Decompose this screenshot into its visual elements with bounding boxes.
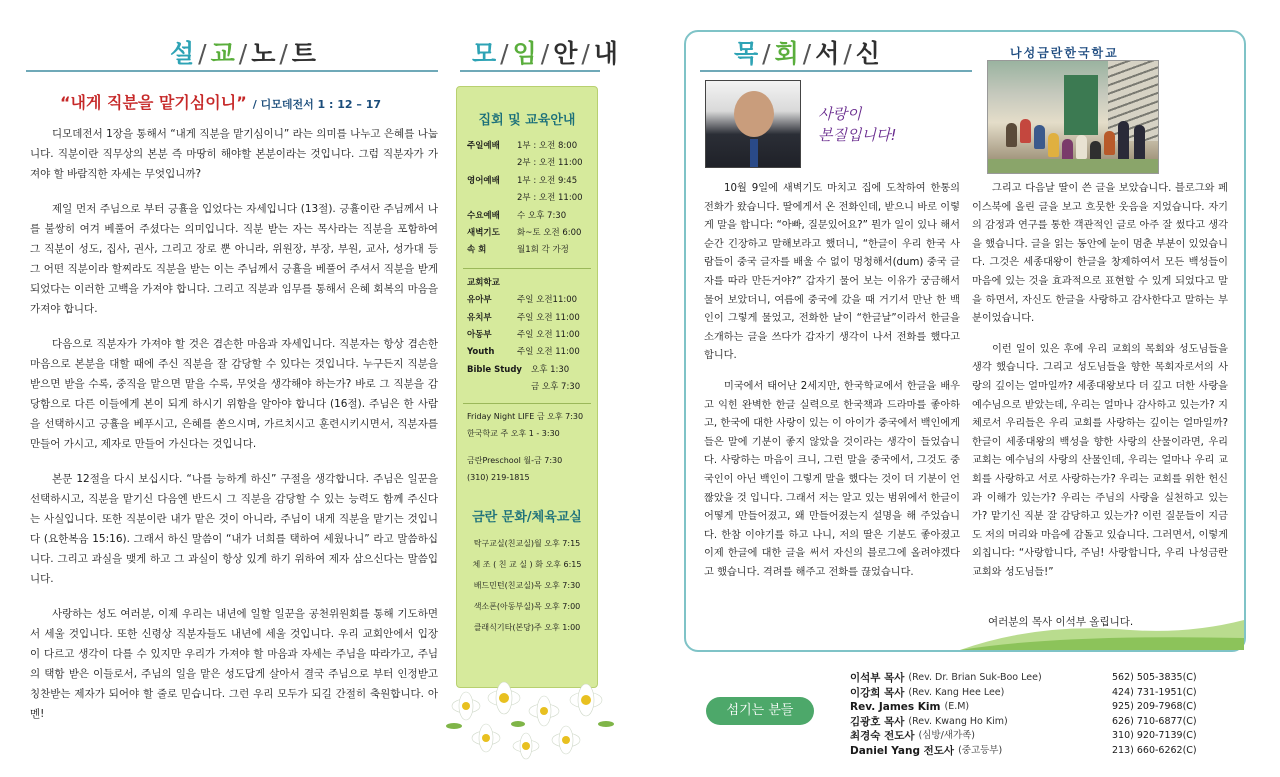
schedule-value: 2부 : 오전 11:00 — [517, 158, 583, 169]
culture-class-item: 클래식기타(본당)주 오후 1:00 — [473, 622, 581, 632]
person — [1076, 135, 1087, 159]
schedule-value: 월1회 각 가정 — [517, 245, 569, 256]
person — [1034, 125, 1045, 149]
staff-row — [850, 715, 1230, 730]
staff-label-button: 섬기는 분들 — [706, 697, 814, 725]
meeting-guide-heading: 모 / 임 / 안 / 내 — [472, 39, 619, 68]
heading-char: 목 — [734, 39, 760, 68]
sermon-title: “내게 직분을 맡기심이니” — [60, 93, 247, 112]
quote-line: 사랑이 — [818, 105, 862, 123]
letter-right-column — [972, 180, 1228, 594]
letter-paragraph: 미국에서 태어난 2세지만, 한국학교에서 한글을 배우고 익힌 완벽한 한글 실력으로 한국책과 드라마를 좋아하고, 한국에 대한 사랑이 있는 이 아이가 중국에서 백인에게 들은 말에 기분이 좋지 않았을 것이라는 생각이 들었습니다. 사랑하는 마음이 크니, 그런 말을 중국에서, 그것도 중국인이 아닌 백인이 그렇게 말을 했다는 것이 더 기분이 언짢았을 것 입니다. 그래서 저는 알고 있는 범위에서 한글이 어떻게 만들어졌고, 왜 만들어졌는지 설명을 해 주었습니다. 한참 이야기를 하고 나니, 저의 딸은 기분도 좋아졌고 이제 한글에 대한 글을 써서 자신의 블로그에 올려야겠다고 했습니다. 격려를 해주고 전화를 끊었습니다. — [704, 380, 960, 578]
schedule-row — [467, 344, 597, 361]
preschool-time: 금란Preschool 월-금 7:30 — [467, 455, 563, 465]
heading-char: 모 — [472, 39, 498, 68]
schedule-row — [467, 155, 597, 172]
meeting-box-title: 집회 및 교육안내 — [478, 113, 576, 128]
pastor-quote — [818, 104, 896, 146]
sermon-paragraph: 본문 12절을 다시 보십시다. “나를 능하게 하신” 구절을 생각합니다. 주님은 일꾼을 선택하시고, 직분을 맡기신 다음엔 반드시 그 직분을 감당할 수 있는 능력도 함께 주신다는 사실입니다. 또한 직분이란 내가 맡은 것이 아니라, 주님이 내게 직분을 맡기는 것입니다 (요한복음 15:16). 그래서 하신 말씀이 “내가 너희를 택하여 세웠나니” 라고 말씀하십니다. 그리고 과실을 맺게 하고 그 과실이 항상 있게 하기 위하여 제자 삼으신다는 말씀입니다. — [30, 473, 438, 585]
pastoral-heading-rule — [700, 70, 972, 72]
heading-char: 서 — [815, 39, 841, 68]
schedule-value: 화~토 오전 6:00 — [517, 228, 582, 239]
staff-phone: 562) 505-3835(C) — [1112, 672, 1197, 683]
korean-school-time: 한국학교 주 오후 1 - 3:30 — [467, 428, 560, 438]
schedule-row — [467, 242, 597, 259]
pastor-signature: 여러분의 목사 이석부 올립니다. — [988, 616, 1134, 628]
staff-row — [850, 700, 1230, 715]
schedule-value: 주일 오전11:00 — [517, 295, 578, 306]
worship-schedule — [457, 138, 597, 260]
schedule-key: 아동부 — [467, 330, 492, 341]
schedule-key: Youth — [467, 347, 495, 358]
schedule-key: 유치부 — [467, 312, 492, 323]
person — [1006, 123, 1017, 147]
heading-char: 트 — [291, 39, 317, 68]
person — [1104, 131, 1115, 155]
meeting-info-box — [456, 86, 598, 688]
schedule-value: 1부 : 오전 8:00 — [517, 141, 578, 151]
schedule-key: 주일예배 — [467, 141, 500, 151]
sermon-paragraph: 제일 먼저 주님으로 부터 긍휼을 입었다는 자세입니다 (13절). 긍휼이란 주님께서 나를 불쌍히 여겨 베풀어 주셨다는 의미입니다. 직분 받는 자는 목사라는 직분을 포함하여 그 직분이 성도, 집사, 권사, 그리고 장로 뿐 아니라, 위원장, 부장, 부원, 교사, 성가대 등 그 어떤 직분이라 할찌라도 직분을 받는 이는 주님께서 긍휼을 베풀어 주셔서 직분을 받게 되었다는 이러한 고백을 가져야 합니다. 그리고 직분과 임무를 통해서 은혜 회복의 마음을 가져야 합니다. — [30, 203, 438, 315]
schedule-row — [467, 208, 597, 225]
letter-left-column — [704, 180, 960, 594]
schedule-row — [467, 190, 597, 207]
korean-school-group-photo — [987, 60, 1159, 174]
schedule-row — [467, 138, 597, 155]
staff-row — [850, 744, 1230, 759]
schedule-value: 수 오후 7:30 — [517, 210, 567, 221]
school-label: 교회학교 — [467, 277, 500, 288]
sermon-paragraph: 사랑하는 성도 여러분, 이제 우리는 내년에 일할 일꾼을 공천위원회를 통해 기도하면서 세울 것입니다. 또한 신령상 직분자들도 내년에 세울 것입니다. 우리 교회안에서 입장이 다르고 생각이 다를 수 있지만 우리가 가져야 할 마음과 자세는 주님을 따라가고, 주님의 택함 받은 이들로서, 주님의 일을 맡은 성도답게 살아서 결국 주님으로 부터 인정받고 칭찬받는 제자가 되어야 할 줄로 믿습니다. 그런 우리 모두가 되길 간절히 축원합니다. 아멘! — [30, 608, 438, 720]
schedule-key: 수요예배 — [467, 210, 500, 221]
korean-school-title: 나성금란한국학교 — [1010, 46, 1119, 60]
culture-class-item: 색소폰(아동부실)목 오후 7:00 — [473, 601, 581, 611]
divider — [463, 403, 591, 404]
person — [1048, 133, 1059, 157]
heading-char: 신 — [855, 39, 881, 68]
schedule-key: 유아부 — [467, 295, 492, 306]
schedule-row — [467, 327, 597, 344]
building-sign — [1064, 75, 1098, 135]
letter-paragraph: 10월 9일에 새벽기도 마치고 집에 도착하여 한통의 전화가 왔습니다. 딸에게서 온 전화인데, 받으니 바로 이렇게 말을 합니다: “아빠, 질문있어요?” 뭔가 일이 있나 해서 순간 긴장하고 말해보라고 했더니, “한글이 우리 한국 사람들이 중국 글자를 배울 수 없이 멍청해서(dum) 중국 글자를 따라 만든거야?” 갑자기 물어 보는 이유가 궁금해서 물어 보았더니, 여름에 중국에 갔을 때 거기서 만난 한 백인이 그렇게 물었고, 전화한 날이 “한글날”이라서 한글을 소개하는 글을 쓰다가 갑자기 생각이 나서 전화를 했다고 합니다. — [704, 183, 960, 362]
letter-paragraph: 그리고 다음날 딸이 쓴 글을 보았습니다. 블로그와 페이스북에 올린 글을 보고 흐뭇한 웃음을 지었습니다. 자기의 감정과 연구를 통한 객관적인 글로 아주 잘 썼다고 생각을 했습니다. 글을 읽는 동안에 눈이 멈춘 부분이 있었습니다. 그것은 세종대왕이 한글을 창제하여서 모든 백성들이 마음에 있는 것을 효과적으로 표현할 수 있게 되었다고 말을 하면서, 자신도 한글을 사랑하고 감사한다고 말하는 부분이었습니다. — [972, 183, 1228, 325]
heading-char: 노 — [251, 39, 277, 68]
schedule-value: 주일 오전 11:00 — [517, 347, 580, 358]
schedule-key: 속 회 — [467, 245, 487, 256]
culture-class-item: 배드민턴(친교실)목 오후 7:30 — [473, 580, 581, 590]
sermon-body — [30, 124, 438, 739]
staff-name: 김광호 목사 — [850, 715, 905, 728]
sermon-reference: / 디모데전서 1 : 12 – 17 — [252, 98, 382, 111]
staff-english-name: (심방/새가족) — [918, 730, 976, 742]
heading-char: 내 — [593, 39, 619, 68]
sermon-title-line — [60, 90, 440, 113]
culture-class-item: 탁구교실(친교실)월 오후 7:15 — [473, 538, 581, 548]
staff-english-name: (Rev. Kang Hee Lee) — [908, 686, 1005, 698]
pastor-tie — [750, 139, 758, 168]
grass — [988, 159, 1158, 173]
pastor-photo — [705, 80, 801, 168]
divider — [463, 268, 591, 269]
schedule-row — [467, 292, 597, 309]
letter-paragraph: 이런 일이 있은 후에 우리 교회의 목회와 성도님들을 생각 했습니다. 그리고 성도님들을 향한 목회자로서의 사랑의 깊이는 얼마일까? 세종대왕보다 더 깊고 더한 사랑을 예수님으로 받았는데, 우리는 얼마나 감사하고 있는가? 지체로서 우리들은 우리 교회를 사랑하는 깊이는 얼마일까? 한글이 세종대왕의 백성을 향한 사랑의 산물이라면, 우리 교회는 예수님의 사랑의 산물인데, 우리는 얼마나 우리 교회를 사랑하고 서로 사랑하는가? 우리는 교회를 위한 헌신과 이해가 있는가? 우리는 주님의 사랑을 실천하고 있는가? 맡기신 직분 잘 감당하고 있는가? 이런 질문들이 지금도 저의 머리와 마음에 감돌고 있습니다. 그러면서, 이렇게 외칩니다: “사랑합니다, 주님! 사랑합니다, 우리 나성금란교회와 성도님들!” — [972, 343, 1228, 578]
preschool-phone: (310) 219-1815 — [467, 472, 530, 482]
staff-name: Daniel Yang 전도사 — [850, 744, 955, 757]
staff-phone: 424) 731-1951(C) — [1112, 686, 1197, 698]
heading-char: 안 — [553, 39, 579, 68]
schedule-value: 2부 : 오전 11:00 — [517, 193, 583, 204]
staff-name: 이석부 목사 — [850, 672, 905, 684]
culture-class-list — [457, 533, 597, 638]
sermon-note-heading: 설 / 교 / 노 / 트 — [170, 39, 317, 68]
pastoral-letter-heading: 목 / 회 / 서 / 신 — [734, 39, 881, 68]
schedule-value: 주일 오전 11:00 — [517, 330, 580, 341]
culture-class-title: 금란 문화/체육교실 — [472, 509, 582, 525]
staff-english-name: (중고등부) — [958, 744, 1003, 756]
schedule-key — [467, 379, 531, 396]
friday-night-life: Friday Night LIFE 금 오후 7:30 — [467, 411, 584, 421]
schedule-row — [467, 275, 597, 292]
quote-line: 본질입니다! — [818, 126, 897, 144]
schedule-key: 새벽기도 — [467, 228, 500, 239]
culture-class-item: 체 조 ( 친 교 실 ) 화 오후 6:15 — [472, 559, 582, 569]
staff-english-name: (Rev. Dr. Brian Suk-Boo Lee) — [908, 672, 1042, 683]
staff-phone: 310) 920-7139(C) — [1112, 730, 1197, 742]
schedule-value: 오후 1:30 — [531, 364, 570, 375]
staff-english-name: (E.M) — [944, 701, 970, 713]
staff-english-name: (Rev. Kwang Ho Kim) — [908, 715, 1008, 727]
staff-row — [850, 671, 1230, 686]
staff-row — [850, 686, 1230, 701]
staff-phone: 626) 710-6877(C) — [1112, 715, 1197, 727]
schedule-key — [467, 155, 517, 172]
staff-phone: 213) 660-6262(C) — [1112, 744, 1197, 756]
staff-name: 이강희 목사 — [850, 686, 905, 699]
schedule-row — [467, 362, 597, 379]
staff-list — [850, 671, 1230, 759]
heading-char: 교 — [210, 39, 236, 68]
schedule-row — [467, 379, 597, 396]
sermon-paragraph: 디모데전서 1장을 통해서 “내게 직분을 맡기심이니” 라는 의미를 나누고 은혜를 나눕니다. 직분이란 직무상의 본분 즉 마땅히 해야할 본분이라는 것입니다. 그럼 직분자가 가져야 할 바람직한 자세는 무엇입니까? — [30, 128, 438, 180]
meeting-heading-rule — [460, 70, 600, 72]
staff-name: Rev. James Kim — [850, 701, 941, 714]
schedule-value: 1부 : 오전 9:45 — [517, 175, 578, 186]
heading-char: 회 — [774, 39, 800, 68]
schedule-key: Bible Study — [467, 364, 522, 375]
schedule-row — [467, 310, 597, 327]
sermon-heading-rule — [26, 70, 438, 72]
pastor-face — [734, 91, 774, 137]
church-school-schedule — [457, 275, 597, 397]
schedule-value: 금 오후 7:30 — [531, 382, 581, 393]
staff-phone: 925) 209-7968(C) — [1112, 701, 1197, 713]
daisy-flowers-decoration — [446, 676, 616, 766]
person — [1020, 119, 1031, 143]
person — [1118, 121, 1129, 161]
schedule-row — [467, 173, 597, 190]
schedule-key — [467, 190, 517, 207]
heading-char: 임 — [512, 39, 538, 68]
schedule-row — [467, 225, 597, 242]
schedule-key: 영어예배 — [467, 175, 500, 186]
staff-row — [850, 729, 1230, 744]
staff-name: 최경숙 전도사 — [850, 730, 915, 743]
sermon-paragraph: 다음으로 직분자가 가져야 할 것은 겸손한 마음과 자세입니다. 직분자는 항상 겸손한 마음으로 본분을 대할 때에 주신 직분을 잘 감당할 수 있다는 것입니다. 누구든지 직분을 받으면 받을 수록, 중직을 맡으면 맡을 수록, 무엇을 생각해야 하는가? 바로 그 직분을 감당함으로 다른 이들에게 본이 되게 하시기 위함을 알아야 합니다 (16절). 주님은 한 사람을 선택하시고 긍휼을 베푸시고, 은혜를 쏟으시며, 가르치시고 훈련시키시면서, 직분자를 만들어 가시고, 제자로 만들어 가신다는 것입니다. — [30, 338, 438, 450]
heading-char: 설 — [170, 39, 196, 68]
schedule-value: 주일 오전 11:00 — [517, 312, 580, 323]
